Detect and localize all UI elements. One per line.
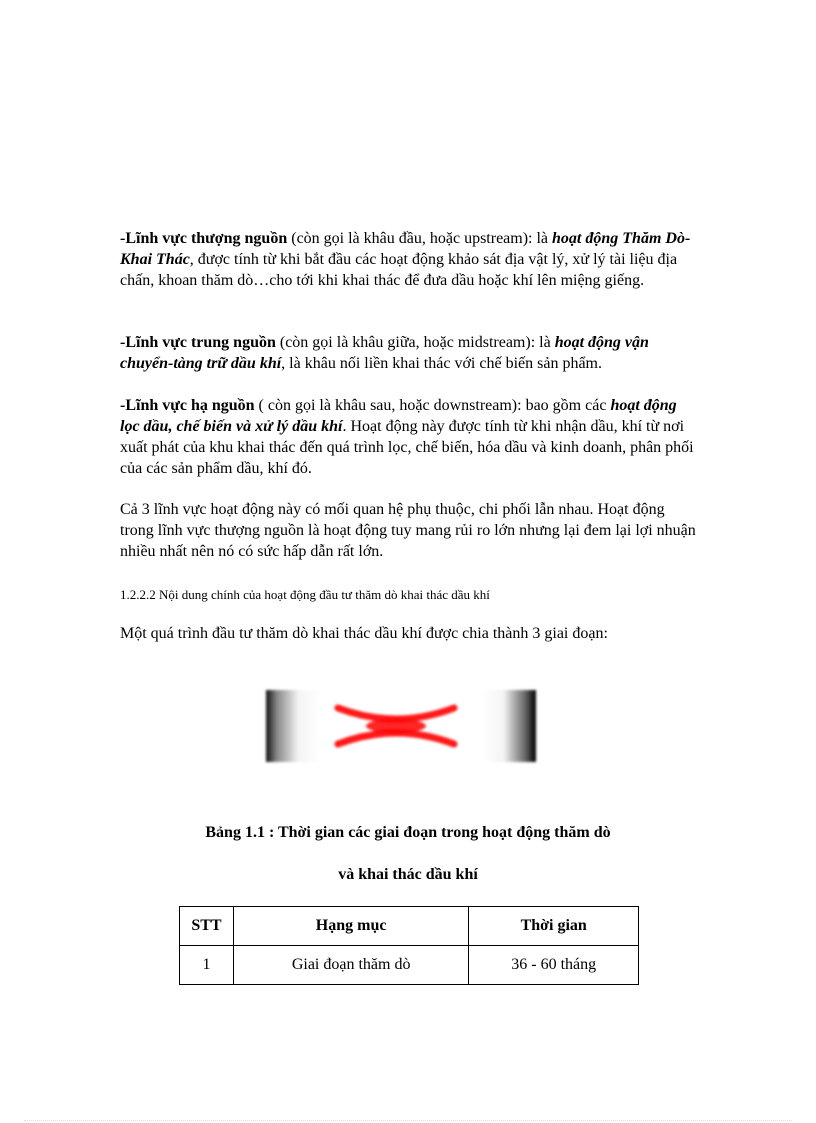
- page-bottom-divider: [24, 1120, 792, 1121]
- downstream-emphasis: hoạt động lọc dầu, chế biến và xử lý dầu khí: [120, 397, 677, 435]
- cell-stt: 1: [180, 946, 234, 985]
- paragraph-midstream: [120, 332, 700, 374]
- table-row: [180, 946, 639, 985]
- midstream-text-2: , là khâu nối liền khai thác với chế biến sản phẩm.: [281, 355, 602, 372]
- header-stt: STT: [180, 907, 234, 946]
- table-caption-line-1: Bảng 1.1 : Thời gian các giai đoạn trong hoạt động thăm dò: [205, 824, 611, 841]
- broken-image-icon: [266, 690, 536, 762]
- red-cross-icon: [334, 700, 458, 752]
- downstream-lead: -Lĩnh vực hạ nguồn: [120, 397, 255, 414]
- paragraph-downstream: [120, 395, 700, 479]
- phase-duration-table: [179, 906, 639, 985]
- intro-paragraph: Một quá trình đầu tư thăm dò khai thác dầu khí được chia thành 3 giai đoạn:: [120, 625, 608, 642]
- cell-item: Giai đoạn thăm dò: [233, 946, 468, 985]
- header-item: Hạng mục: [233, 907, 468, 946]
- upstream-emphasis: hoạt động Thăm Dò-Khai Thác: [120, 230, 691, 268]
- table-header-row: [180, 907, 639, 946]
- downstream-text-1: ( còn gọi là khâu sau, hoặc downstream): bao gồm các: [254, 397, 611, 414]
- downstream-text-2: . Hoạt động này được tính từ khi nhận dầu, khí từ nơi xuất phát của khu khai thác đến quá trình lọc, chế biến, hóa dầu và kinh doanh, phân phối của các sản phẩm dầu, khí đó.: [120, 418, 694, 477]
- upstream-text-2: , được tính từ khi bắt đầu các hoạt động khảo sát địa vật lý, xử lý tài liệu địa chấn, khoan thăm dò…cho tới khi khai thác để đưa dầu hoặc khí lên miệng giếng.: [120, 251, 678, 289]
- section-heading: 1.2.2.2 Nội dung chính của hoạt động đầu tư thăm dò khai thác dầu khí: [120, 587, 490, 602]
- header-duration: Thời gian: [469, 907, 639, 946]
- upstream-lead: -Lĩnh vực thượng nguồn: [120, 230, 288, 247]
- midstream-text-1: (còn gọi là khâu giữa, hoặc midstream): là: [275, 334, 555, 351]
- paragraph-upstream: [120, 228, 700, 291]
- upstream-text-1: (còn gọi là khâu đầu, hoặc upstream): là: [287, 230, 553, 247]
- midstream-emphasis: hoạt động vận chuyển-tàng trữ dầu khí: [120, 334, 649, 372]
- paragraph-summary: Cả 3 lĩnh vực hoạt động này có mối quan hệ phụ thuộc, chi phối lẫn nhau. Hoạt động trong lĩnh vực thượng nguồn là hoạt động tuy mang rủi ro lớn nhưng lại đem lại lợi nhuận nhiều nhất nên nó có sức hấp dẫn rất lớn.: [120, 501, 696, 560]
- midstream-lead: -Lĩnh vực trung nguồn: [120, 334, 276, 351]
- cell-duration: 36 - 60 tháng: [469, 946, 639, 985]
- table-caption-line-2: và khai thác dầu khí: [338, 866, 478, 883]
